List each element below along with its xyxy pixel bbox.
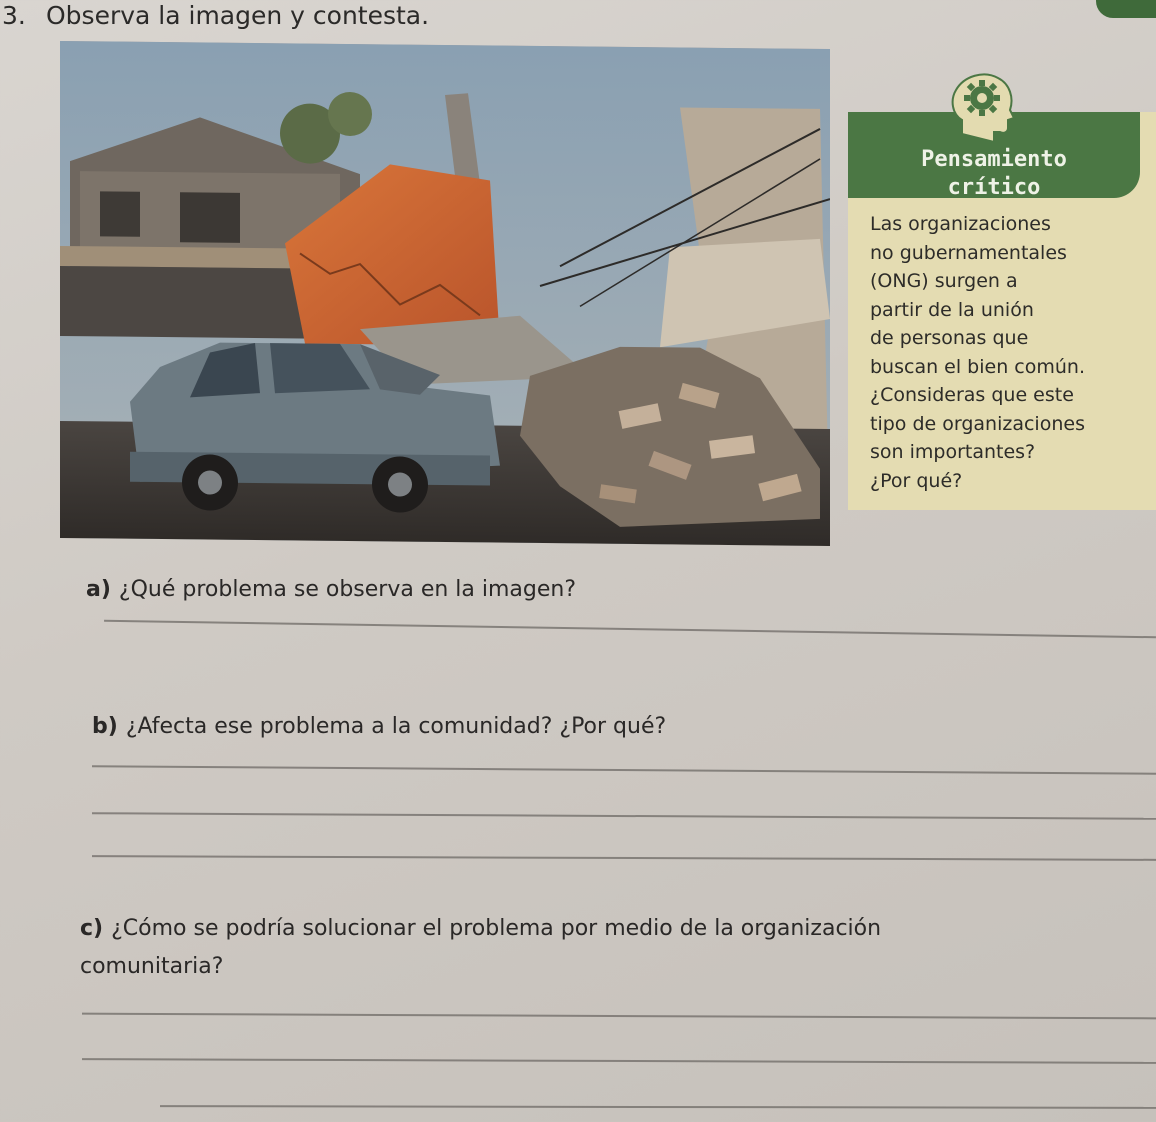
- corner-tab: [1096, 0, 1156, 18]
- title-line-2: crítico: [947, 175, 1041, 200]
- answer-line-c3[interactable]: [160, 1105, 1156, 1109]
- body-line: buscan el bien común.: [870, 355, 1085, 378]
- body-line: (ONG) surgen a: [870, 270, 1018, 292]
- answer-line-b1[interactable]: [92, 765, 1156, 774]
- body-line: ¿Consideras que este: [870, 384, 1074, 406]
- question-a-text: ¿Qué problema se observa en la imagen?: [118, 577, 577, 602]
- question-b-text: ¿Afecta ese problema a la comunidad? ¿Por qué?: [125, 714, 667, 739]
- body-line: son importantes?: [870, 441, 1036, 463]
- photo-illustration: [60, 41, 830, 546]
- question-a-letter: a): [86, 577, 111, 602]
- body-line: no gubernamentales: [870, 241, 1067, 264]
- exercise-instruction: [0, 0, 429, 32]
- title-line-1: Pensamiento: [921, 147, 1067, 172]
- question-c: [80, 914, 881, 944]
- critical-thinking-title: [848, 146, 1140, 202]
- earthquake-damage-photo: [60, 41, 830, 546]
- question-c-text-line1: ¿Cómo se podría solucionar el problema por medio de la organización: [111, 916, 882, 941]
- question-c-letter: c): [80, 916, 104, 941]
- body-line: ¿Por qué?: [870, 469, 963, 492]
- question-c-text-line2: comunitaria?: [80, 954, 224, 979]
- answer-line-c2[interactable]: [82, 1058, 1156, 1064]
- question-c-continued: [80, 952, 223, 982]
- answer-line-b3[interactable]: [92, 855, 1156, 861]
- answer-line-c1[interactable]: [82, 1013, 1156, 1020]
- question-a: [86, 575, 576, 605]
- body-line: Las organizaciones: [870, 213, 1051, 235]
- critical-thinking-text: [870, 210, 1150, 495]
- answer-line-b2[interactable]: [92, 812, 1156, 820]
- gear-head-icon: [948, 70, 1018, 144]
- question-b-letter: b): [92, 714, 118, 739]
- exercise-number: 3.: [2, 1, 26, 30]
- body-line: tipo de organizaciones: [870, 412, 1085, 435]
- body-line: de personas que: [870, 327, 1029, 349]
- question-b: [92, 712, 666, 742]
- answer-line-a[interactable]: [104, 620, 1156, 639]
- instruction-text: Observa la imagen y contesta.: [46, 1, 430, 30]
- body-line: partir de la unión: [870, 298, 1034, 321]
